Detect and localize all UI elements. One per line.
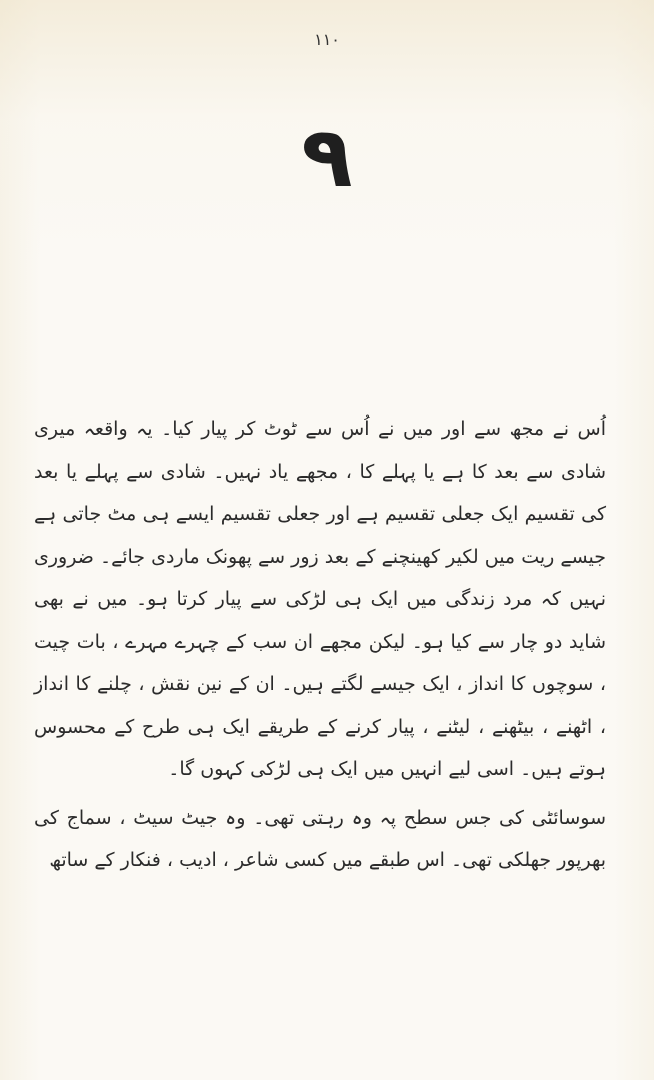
body-text xyxy=(34,408,606,882)
chapter-number: ۹ xyxy=(301,108,353,206)
paragraph-1: اُس نے مجھ سے اور میں نے اُس سے ٹوٹ کر پیار کیا۔ یہ واقعہ میری شادی سے بعد کا ہے یا پہلے کا ، مجھے یاد نہیں۔ شادی سے پہلے یا بعد کی تقسیم ایک جعلی تقسیم ہے اور جعلی تقسیم ایسے ہی مٹ جاتی ہے جیسے ریت میں لکیر کھینچنے کے بعد زور سے پھونک ماردی جائے۔ ضروری نہیں کہ مرد زندگی میں ایک ہی لڑکی سے پیار کرتا ہو۔ میں نے بھی شاید دو چار سے کیا ہو۔ لیکن مجھے ان سب کے چہرے مہرے ، بات چیت ، سوچوں کا انداز ، ایک جیسے لگتے ہیں۔ ان کے نین نقش ، چلنے کا انداز ، اٹھنے ، بیٹھنے ، لیٹنے ، پیار کرنے کے طریقے ایک ہی طرح کے محسوس ہوتے ہیں۔ اسی لیے انہیں میں ایک ہی لڑکی کہوں گا۔ xyxy=(34,418,606,780)
paragraph-2: سوسائٹی کی جس سطح پہ وہ رہتی تھی۔ وہ جیٹ سیٹ ، سماج کی بھرپور جھلکی تھی۔ اس طبقے میں کسی شاعر ، ادیب ، فنکار کے ساتھ xyxy=(34,806,606,871)
page-number: ۱۱۰ xyxy=(314,30,340,49)
